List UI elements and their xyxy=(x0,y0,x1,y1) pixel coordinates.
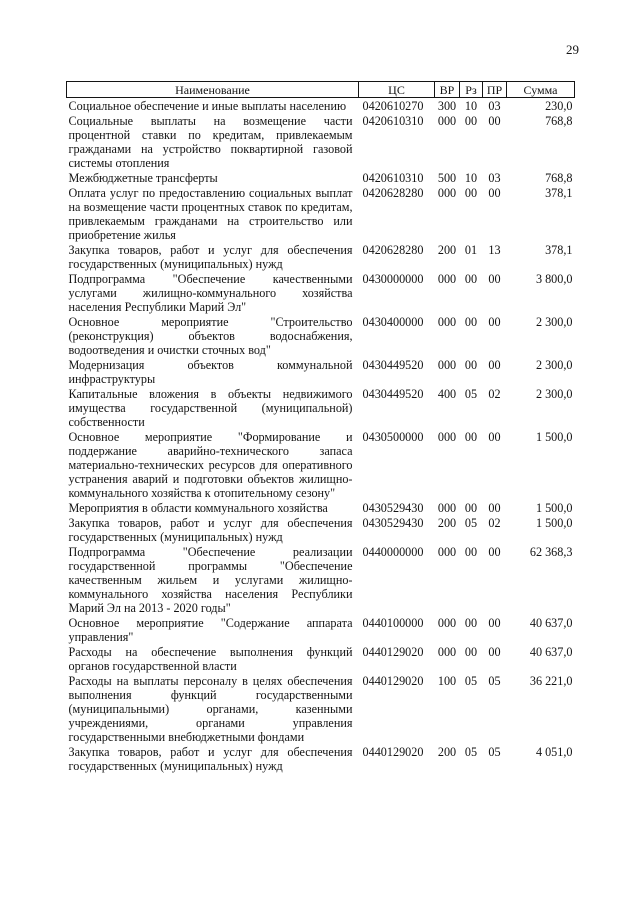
cell-pr: 00 xyxy=(488,545,501,559)
cell-cs: 0440000000 xyxy=(362,545,424,559)
cell-vr: 000 xyxy=(437,430,457,444)
cell-vr: 000 xyxy=(437,501,457,515)
cell-sum: 378,1 xyxy=(545,186,573,200)
cell-sum: 1 500,0 xyxy=(535,501,573,515)
table-row xyxy=(67,170,575,185)
cell-sum: 2 300,0 xyxy=(535,387,573,401)
cell-cs: 0440100000 xyxy=(362,616,424,630)
cell-cs: 0440129020 xyxy=(362,674,424,688)
cell-name: Расходы на выплаты персоналу в целях обеспечения выполнения функций государственными (муниципальными) органами, казенными учреждениями, органами управления государственными внебюджетными фондами xyxy=(68,674,353,744)
cell-cs: 0420628280 xyxy=(362,186,424,200)
cell-sum: 40 637,0 xyxy=(529,645,573,659)
header-name: Наименование xyxy=(67,82,359,98)
table-row xyxy=(67,357,575,386)
cell-cs: 0430400000 xyxy=(362,315,424,329)
cell-sum: 40 637,0 xyxy=(529,616,573,630)
cell-pr: 05 xyxy=(488,674,501,688)
table-header xyxy=(67,82,575,98)
cell-pr: 00 xyxy=(488,616,501,630)
cell-sum: 2 300,0 xyxy=(535,315,573,329)
table-row xyxy=(67,515,575,544)
table-row xyxy=(67,644,575,673)
cell-sum: 2 300,0 xyxy=(535,358,573,372)
cell-vr: 000 xyxy=(437,616,457,630)
cell-sum: 1 500,0 xyxy=(535,516,573,530)
cell-pr: 00 xyxy=(488,272,501,286)
cell-name: Мероприятия в области коммунального хозяйства xyxy=(68,501,328,515)
cell-cs: 0420628280 xyxy=(362,243,424,257)
cell-vr: 200 xyxy=(437,243,457,257)
cell-sum: 378,1 xyxy=(545,243,573,257)
cell-name: Капитальные вложения в объекты недвижимого имущества государственной (муниципальной) собственности xyxy=(68,387,353,429)
cell-vr: 000 xyxy=(437,358,457,372)
table-row xyxy=(67,113,575,170)
cell-vr: 500 xyxy=(437,171,457,185)
cell-rz: 05 xyxy=(464,674,478,688)
cell-cs: 0420610310 xyxy=(362,114,424,128)
cell-name: Социальное обеспечение и иные выплаты населению xyxy=(68,99,347,113)
table-row xyxy=(67,185,575,242)
cell-rz: 00 xyxy=(464,114,478,128)
cell-vr: 000 xyxy=(437,186,457,200)
table-body xyxy=(67,98,575,774)
cell-pr: 00 xyxy=(488,114,501,128)
cell-rz: 05 xyxy=(464,516,478,530)
header-sum: Сумма xyxy=(507,82,575,98)
table-row xyxy=(67,271,575,314)
cell-rz: 00 xyxy=(464,616,478,630)
table-row xyxy=(67,544,575,615)
cell-rz: 00 xyxy=(464,545,478,559)
cell-cs: 0430500000 xyxy=(362,430,424,444)
cell-name: Закупка товаров, работ и услуг для обеспечения государственных (муниципальных) нужд xyxy=(68,516,353,544)
cell-cs: 0430529430 xyxy=(362,501,424,515)
cell-sum: 4 051,0 xyxy=(535,745,573,759)
cell-pr: 00 xyxy=(488,186,501,200)
cell-vr: 000 xyxy=(437,114,457,128)
cell-pr: 00 xyxy=(488,358,501,372)
table-row xyxy=(67,615,575,644)
cell-name: Основное мероприятие "Содержание аппарата управления" xyxy=(68,616,353,644)
cell-cs: 0440129020 xyxy=(362,645,424,659)
cell-vr: 200 xyxy=(437,745,457,759)
table-row xyxy=(67,314,575,357)
cell-rz: 00 xyxy=(464,645,478,659)
cell-name: Закупка товаров, работ и услуг для обеспечения государственных (муниципальных) нужд xyxy=(68,243,353,271)
cell-vr: 000 xyxy=(437,315,457,329)
cell-rz: 00 xyxy=(464,272,478,286)
cell-sum: 1 500,0 xyxy=(535,430,573,444)
cell-rz: 00 xyxy=(464,186,478,200)
cell-name: Межбюджетные трансферты xyxy=(68,171,218,185)
cell-vr: 300 xyxy=(437,99,457,113)
table-row xyxy=(67,673,575,744)
cell-pr: 00 xyxy=(488,645,501,659)
cell-cs: 0430000000 xyxy=(362,272,424,286)
page-number: 29 xyxy=(566,42,579,57)
cell-pr: 00 xyxy=(488,430,501,444)
cell-rz: 00 xyxy=(464,358,478,372)
cell-vr: 200 xyxy=(437,516,457,530)
cell-name: Оплата услуг по предоставлению социальных выплат на возмещение части процентных ставок по кредитам, привлекаемым гражданами на строительство или приобретение жилья xyxy=(68,186,353,242)
cell-pr: 02 xyxy=(488,516,501,530)
cell-pr: 02 xyxy=(488,387,501,401)
cell-cs: 0420610270 xyxy=(362,99,424,113)
cell-pr: 03 xyxy=(488,171,501,185)
cell-pr: 05 xyxy=(488,745,501,759)
cell-name: Основное мероприятие "Строительство (реконструкция) объектов водоснабжения, водоотведения и очистки сточных вод" xyxy=(68,315,353,357)
cell-name: Модернизация объектов коммунальной инфраструктуры xyxy=(68,358,353,386)
cell-pr: 03 xyxy=(488,99,501,113)
header-cs: ЦС xyxy=(359,82,435,98)
cell-vr: 000 xyxy=(437,645,457,659)
table-row xyxy=(67,98,575,114)
cell-sum: 36 221,0 xyxy=(529,674,573,688)
table-row xyxy=(67,429,575,500)
cell-sum: 230,0 xyxy=(545,99,573,113)
cell-name: Подпрограмма "Обеспечение качественными услугами жилищно-коммунального хозяйства населения Республики Марий Эл" xyxy=(68,272,353,314)
cell-pr: 13 xyxy=(488,243,501,257)
cell-name: Социальные выплаты на возмещение части процентной ставки по кредитам, привлекаемым гражданами на устройство поквартирной газовой системы отопления xyxy=(68,114,353,170)
table-row xyxy=(67,744,575,773)
cell-pr: 00 xyxy=(488,315,501,329)
cell-vr: 100 xyxy=(437,674,457,688)
cell-name: Закупка товаров, работ и услуг для обеспечения государственных (муниципальных) нужд xyxy=(68,745,353,773)
cell-rz: 05 xyxy=(464,745,478,759)
cell-cs: 0430529430 xyxy=(362,516,424,530)
cell-sum: 768,8 xyxy=(545,114,573,128)
cell-rz: 00 xyxy=(464,430,478,444)
cell-vr: 000 xyxy=(437,545,457,559)
cell-cs: 0440129020 xyxy=(362,745,424,759)
cell-vr: 400 xyxy=(437,387,457,401)
cell-rz: 00 xyxy=(464,501,478,515)
cell-name: Основное мероприятие "Формирование и поддержание аварийно-технического запаса материально-технических ресурсов для оперативного устранения аварий и подготовки объектов жилищно-коммунального хозяйства к отопительному сезону" xyxy=(68,430,353,500)
budget-table xyxy=(66,81,575,773)
cell-rz: 00 xyxy=(464,315,478,329)
cell-sum: 3 800,0 xyxy=(535,272,573,286)
cell-name: Расходы на обеспечение выполнения функций органов государственной власти xyxy=(68,645,353,673)
cell-vr: 000 xyxy=(437,272,457,286)
header-vr: ВР xyxy=(435,82,460,98)
table-row xyxy=(67,386,575,429)
cell-rz: 10 xyxy=(464,171,478,185)
cell-cs: 0420610310 xyxy=(362,171,424,185)
cell-sum: 62 368,3 xyxy=(529,545,573,559)
cell-pr: 00 xyxy=(488,501,501,515)
cell-cs: 0430449520 xyxy=(362,387,424,401)
header-pr: ПР xyxy=(483,82,507,98)
table-row xyxy=(67,242,575,271)
cell-rz: 05 xyxy=(464,387,478,401)
table-row xyxy=(67,500,575,515)
cell-cs: 0430449520 xyxy=(362,358,424,372)
header-rz: Рз xyxy=(460,82,483,98)
cell-rz: 10 xyxy=(464,99,478,113)
cell-rz: 01 xyxy=(464,243,478,257)
cell-sum: 768,8 xyxy=(545,171,573,185)
cell-name: Подпрограмма "Обеспечение реализации государственной программы "Обеспечение качественным жильем и услугами жилищно-коммунального хозяйства населения Республики Марий Эл на 2013 - 2020 годы" xyxy=(68,545,353,615)
